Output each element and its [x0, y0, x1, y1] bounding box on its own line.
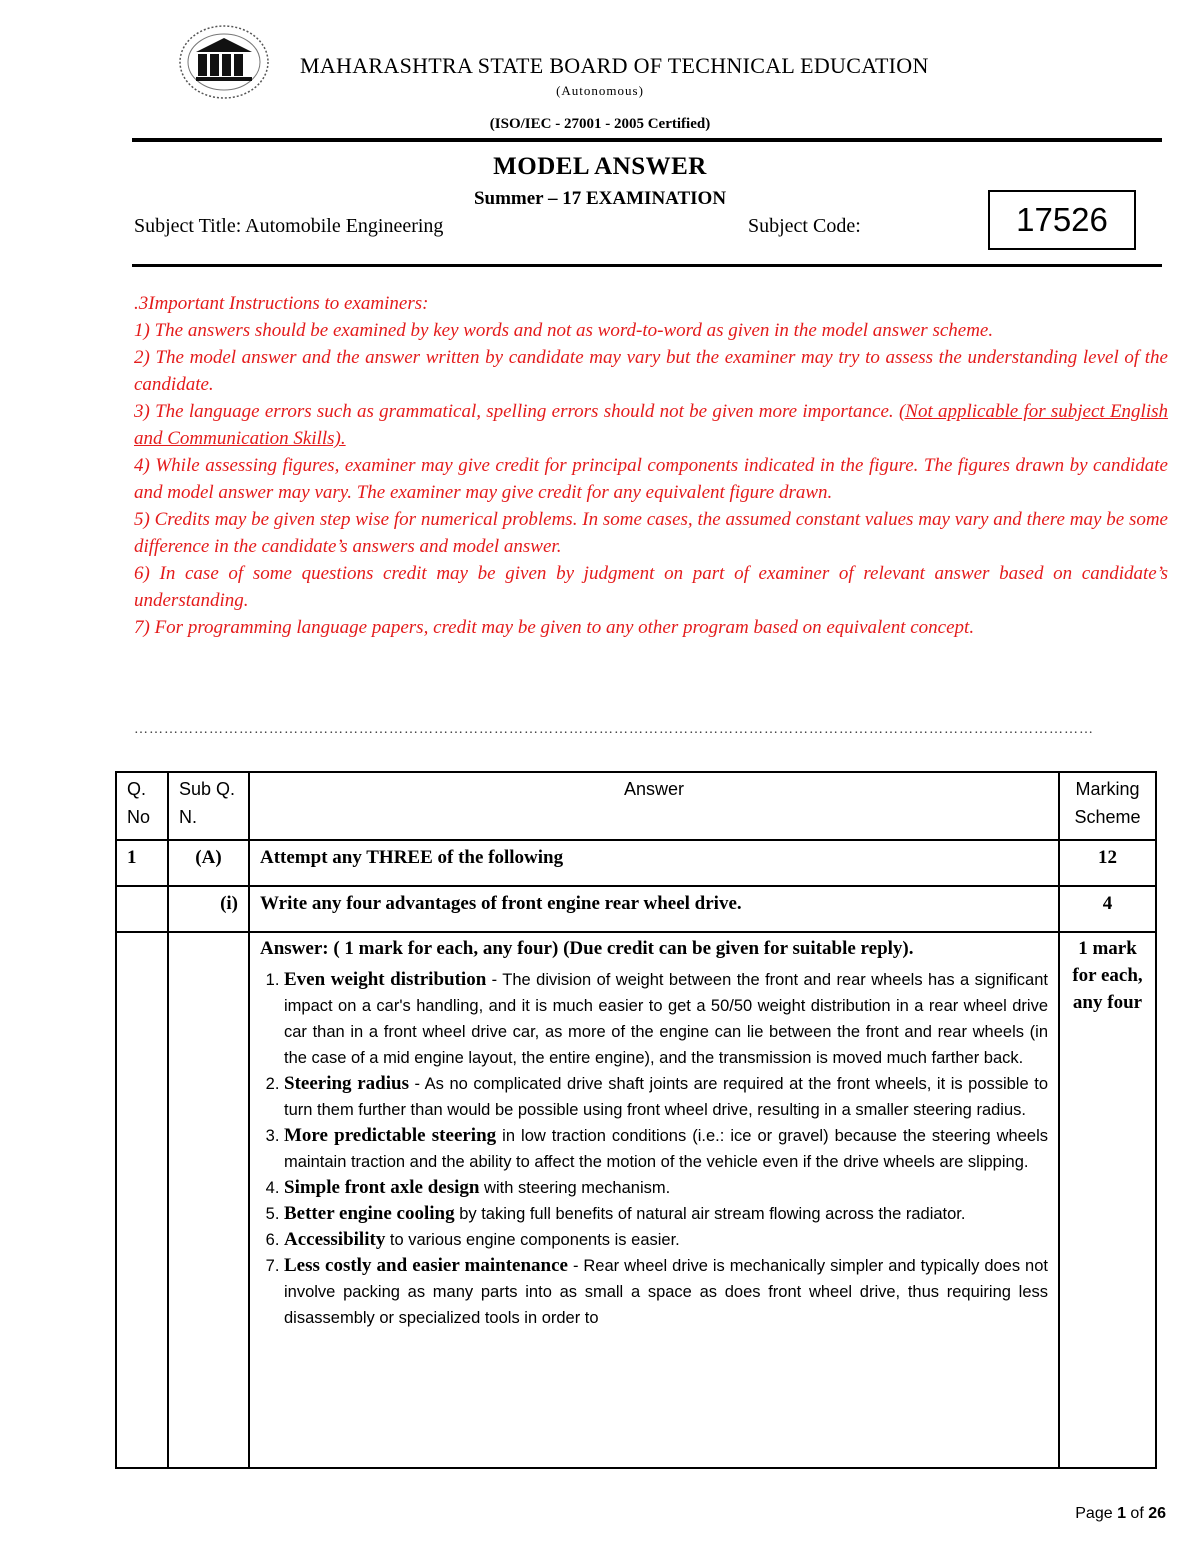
point-text: - As no complicated drive shaft joints are required at the front wheels, it is possible to turn them further than would be possible using front wheel drive, resulting in a smaller steering radius.: [284, 1075, 1049, 1119]
point-text: - The division of weight between the front and rear wheels has a significant impact on a car's handling, and it is much easier to get a 50/50 weight distribution in a rear wheel drive car than in a front wheel drive car, as more of the engine can lie between the front and rear wheels (in the case of a mid engine layout, the entire engine), and the transmission is moved much farther back.: [284, 971, 1048, 1067]
list-item: [284, 1175, 1048, 1201]
instructions-heading: .3Important Instructions to examiners:: [134, 293, 429, 314]
table-row: [116, 932, 1156, 1468]
point-keyword: Less costly and easier maintenance: [284, 1255, 568, 1276]
page-of: of: [1125, 1505, 1149, 1522]
point-keyword: Accessibility: [284, 1229, 386, 1250]
point-text: with steering mechanism.: [479, 1179, 671, 1197]
list-item: [284, 1201, 1048, 1227]
table-header-row: [116, 772, 1156, 840]
row2-subq: (i): [168, 886, 249, 932]
answer-marking: 1 mark for each, any four: [1059, 932, 1156, 1468]
document-title: MODEL ANSWER: [493, 153, 707, 180]
answer-subq: [168, 932, 249, 1468]
point-keyword: Even weight distribution: [284, 969, 487, 990]
instruction-3: [134, 398, 1168, 452]
instruction-5: 5) Credits may be given step wise for numerical problems. In some cases, the assumed constant values may vary and there may be some difference in the candidate’s answers and model answer.: [134, 509, 1168, 557]
exam-session: Summer – 17 EXAMINATION: [473, 188, 727, 209]
point-text: - Rear wheel drive is mechanically simpler and typically does not involve packing as many parts into as small a space as does front wheel drive, thus requiring less disassembly or specialized tools in order to: [284, 1257, 1048, 1327]
page-current: 1: [1117, 1505, 1126, 1522]
subject-divider: [132, 264, 1162, 267]
answer-table: [115, 771, 1157, 1469]
point-keyword: Steering radius: [284, 1073, 409, 1094]
list-item: [284, 1123, 1048, 1175]
instruction-3-note: (Not applicable for subject English and Communication Skills).: [134, 401, 1169, 449]
instruction-2: 2) The model answer and the answer written by candidate may vary but the examiner may try to assess the understanding level of the candidate.: [134, 347, 1168, 395]
point-keyword: Simple front axle design: [284, 1177, 480, 1198]
answer-heading: Answer: ( 1 mark for each, any four) (Due credit can be given for suitable reply).: [260, 938, 914, 959]
header-subq: Sub Q. N.: [168, 772, 249, 840]
point-text: in low traction conditions (i.e.: ice or gravel) because the steering wheels maintain traction and the ability to affect the motion of the vehicle even if the drive wheels are slipping.: [284, 1127, 1048, 1171]
row1-subq: (A): [168, 840, 249, 886]
point-text: by taking full benefits of natural air stream flowing across the radiator.: [454, 1205, 966, 1223]
row1-marks: 12: [1059, 840, 1156, 886]
iso-certification: (ISO/IEC - 27001 - 2005 Certified): [489, 116, 711, 132]
page-total: 26: [1148, 1505, 1166, 1522]
answer-cell: [249, 932, 1059, 1468]
list-item: [284, 1227, 1048, 1253]
header-divider: [132, 138, 1162, 142]
row2-qno: [116, 886, 168, 932]
page-prefix: Page: [1075, 1505, 1118, 1522]
point-text: to various engine components is easier.: [385, 1231, 680, 1249]
list-item: [284, 1071, 1048, 1123]
table-row: [116, 886, 1156, 932]
examiner-instructions: [134, 290, 1168, 641]
table-row: [116, 840, 1156, 886]
header-marking: Marking Scheme: [1059, 772, 1156, 840]
instruction-1: 1) The answers should be examined by key words and not as word-to-word as given in the model answer scheme.: [134, 320, 994, 341]
subject-code-label: Subject Code:: [748, 215, 861, 237]
list-item: [284, 967, 1048, 1071]
autonomous-label: (Autonomous): [556, 83, 644, 98]
instruction-4: 4) While assessing figures, examiner may give credit for principal components indicated in the figure. The figures drawn by candidate and model answer may vary. The examiner may give credit for any equivalent figure drawn.: [134, 455, 1168, 503]
row1-text: Attempt any THREE of the following: [249, 840, 1059, 886]
board-name: MAHARASHTRA STATE BOARD OF TECHNICAL EDUCATION: [300, 53, 929, 78]
row2-marks: 4: [1059, 886, 1156, 932]
point-keyword: More predictable steering: [284, 1125, 497, 1146]
instruction-3-text: 3) The language errors such as grammatical, spelling errors should not be given more importance.: [134, 401, 899, 422]
header-qno: Q. No: [116, 772, 168, 840]
instruction-6: 6) In case of some questions credit may be given by judgment on part of examiner of relevant answer based on candidate’s understanding.: [134, 563, 1168, 611]
header-answer: Answer: [249, 772, 1059, 840]
subject-code-box: 17526: [988, 190, 1136, 250]
answer-qno: [116, 932, 168, 1468]
row1-qno: 1: [116, 840, 168, 886]
answer-points: [260, 967, 1048, 1331]
subject-title: Subject Title: Automobile Engineering: [134, 215, 444, 237]
instruction-7: 7) For programming language papers, credit may be given to any other program based on equivalent concept.: [134, 617, 975, 638]
dotted-separator: …………………………………………………………………………………………………………………………………………………………………………: [134, 722, 1094, 737]
list-item: [284, 1253, 1048, 1331]
row2-text: Write any four advantages of front engine rear wheel drive.: [249, 886, 1059, 932]
point-keyword: Better engine cooling: [284, 1203, 455, 1224]
page-number: [1075, 1505, 1166, 1523]
